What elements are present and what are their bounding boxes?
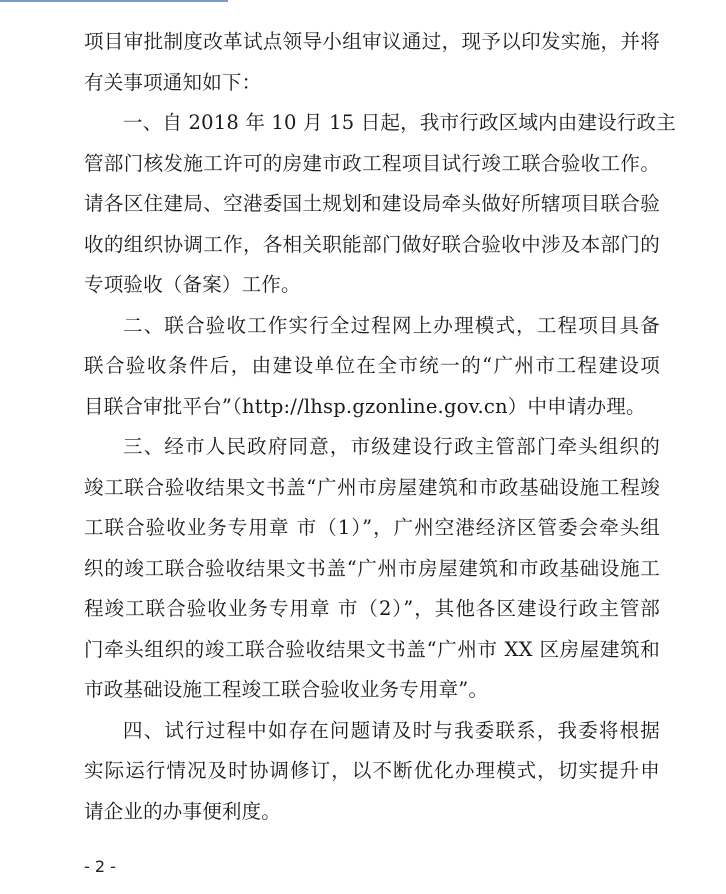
text-line: 程竣工联合验收业务专用章 市（2）”，其他各区建设行政主管部 bbox=[84, 597, 660, 620]
text-line: 请企业的办事便利度。 bbox=[84, 799, 282, 823]
text-line: 三、经市人民政府同意，市级建设行政主管部门牵头组织的 bbox=[123, 435, 660, 458]
text-line: 门牵头组织的竣工联合验收结果文书盖“广州市 XX 区房屋建筑和 bbox=[84, 637, 660, 661]
text-line: 联合验收条件后，由建设单位在全市统一的“广州市工程建设项 bbox=[84, 354, 660, 377]
text-line: 管部门核发施工许可的房建市政工程项目试行竣工联合验收工作。 bbox=[84, 151, 660, 175]
text-line: 竣工联合验收结果文书盖“广州市房屋建筑和市政基础设施工程竣 bbox=[84, 475, 660, 499]
body-text bbox=[84, 22, 676, 832]
text-line: 市政基础设施工程竣工联合验收业务专用章”。 bbox=[84, 678, 489, 701]
text-line: 目联合审批平台”（http://lhsp.gzonline.gov.cn）中申请办理。 bbox=[84, 394, 646, 418]
text-line: 织的竣工联合验收结果文书盖“广州市房屋建筑和市政基础设施工 bbox=[84, 556, 660, 580]
text-line: 二、联合验收工作实行全过程网上办理模式，工程项目具备 bbox=[123, 313, 660, 337]
text-line: 工联合验收业务专用章 市（1）”，广州空港经济区管委会牵头组 bbox=[84, 516, 660, 539]
page-number: - 2 - bbox=[84, 857, 116, 876]
text-line: 专项验收（备案）工作。 bbox=[84, 273, 301, 296]
text-line: 一、自 2018 年 10 月 15 日起，我市行政区域内由建设行政主 bbox=[123, 111, 676, 134]
text-line: 收的组织协调工作，各相关职能部门做好联合验收中涉及本部门的 bbox=[84, 232, 660, 256]
text-line: 请各区住建局、空港委国土规划和建设局牵头做好所辖项目联合验 bbox=[84, 192, 660, 215]
text-line: 四、试行过程中如存在问题请及时与我委联系，我委将根据 bbox=[123, 718, 660, 742]
text-line: 实际运行情况及时协调修订，以不断优化办理模式，切实提升申 bbox=[84, 759, 660, 782]
text-line: 项目审批制度改革试点领导小组审议通过，现予以印发实施，并将 bbox=[84, 30, 660, 53]
top-border-line bbox=[0, 0, 228, 2]
text-line: 有关事项通知如下： bbox=[84, 70, 262, 94]
